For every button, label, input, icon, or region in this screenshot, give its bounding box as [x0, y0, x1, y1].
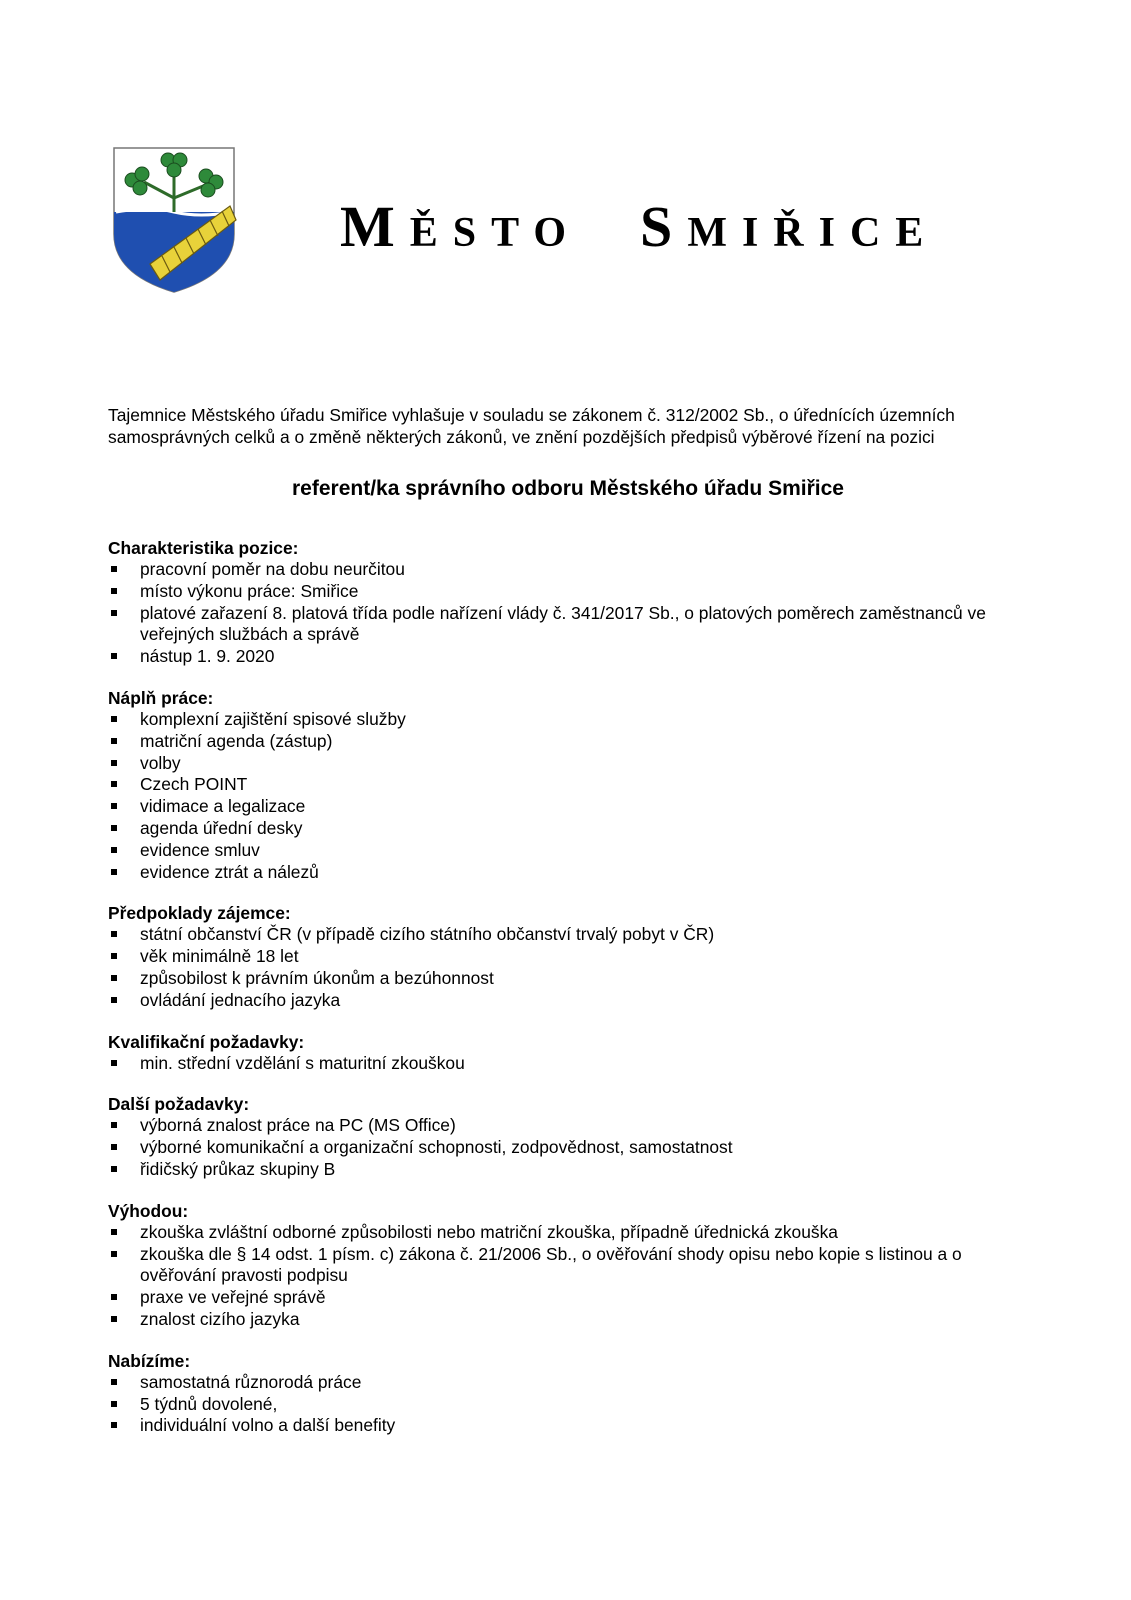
job-sections [108, 537, 1033, 1456]
list-item [108, 818, 1033, 840]
list-item [108, 581, 1033, 603]
list-item [108, 990, 1033, 1012]
section [108, 687, 1033, 883]
section-heading: Náplň práce: [108, 687, 214, 708]
town-title-second-initial: S [640, 194, 688, 259]
square-bullet-icon [111, 1316, 117, 1322]
list-item-text: evidence ztrát a nálezů [140, 861, 319, 882]
bullet-list [108, 709, 1033, 883]
list-item [108, 1222, 1033, 1244]
bullet-list [108, 924, 1033, 1011]
section-heading: Výhodou: [108, 1200, 189, 1221]
list-item [108, 646, 1033, 668]
list-item [108, 924, 1033, 946]
town-title [340, 194, 939, 259]
town-coat-of-arms-icon [110, 146, 238, 296]
square-bullet-icon [111, 781, 117, 787]
square-bullet-icon [111, 1229, 117, 1235]
list-item-text: místo výkonu práce: Smiřice [140, 580, 359, 601]
list-item-text: matriční agenda (zástup) [140, 730, 333, 751]
list-item-text: evidence smluv [140, 839, 260, 860]
square-bullet-icon [111, 1166, 117, 1172]
list-item [108, 1394, 1033, 1416]
square-bullet-icon [111, 1379, 117, 1385]
list-item-text: výborná znalost práce na PC (MS Office) [140, 1115, 456, 1136]
list-item [108, 603, 1033, 647]
square-bullet-icon [111, 1422, 117, 1428]
square-bullet-icon [111, 953, 117, 959]
town-title-first-rest: ĚSTO [409, 210, 582, 256]
square-bullet-icon [111, 588, 117, 594]
list-item-text: řidičský průkaz skupiny B [140, 1158, 336, 1179]
bullet-list [108, 1053, 1033, 1075]
list-item-text: zkouška dle § 14 odst. 1 písm. c) zákona č. 21/2006 Sb., o ověřování shody opisu nebo kopie s listinou a o ověřování pravosti podpisu [140, 1243, 962, 1286]
list-item-text: individuální volno a další benefity [140, 1415, 396, 1436]
position-title: referent/ka správního odboru Městského úřadu Smiřice [292, 477, 844, 500]
list-item-text: ovládání jednacího jazyka [140, 989, 341, 1010]
square-bullet-icon [111, 1251, 117, 1257]
list-item [108, 709, 1033, 731]
square-bullet-icon [111, 1401, 117, 1407]
list-item-text: agenda úřední desky [140, 817, 303, 838]
list-item-text: platové zařazení 8. platová třída podle nařízení vlády č. 341/2017 Sb., o platových poměrech zaměstnanců ve veřejných službách a správě [140, 602, 986, 645]
square-bullet-icon [111, 869, 117, 875]
square-bullet-icon [111, 1122, 117, 1128]
list-item [108, 1415, 1033, 1437]
square-bullet-icon [111, 931, 117, 937]
intro-paragraph: Tajemnice Městského úřadu Smiřice vyhlašuje v souladu se zákonem č. 312/2002 Sb., o úřednících územních samosprávných celků a o změně některých zákonů, ve znění pozdějších předpisů výběrové řízení na pozici [108, 405, 955, 447]
section-heading: Nabízíme: [108, 1350, 191, 1371]
section-heading: Předpoklady zájemce: [108, 903, 291, 924]
square-bullet-icon [111, 760, 117, 766]
square-bullet-icon [111, 847, 117, 853]
list-item-text: věk minimálně 18 let [140, 946, 299, 967]
square-bullet-icon [111, 566, 117, 572]
square-bullet-icon [111, 610, 117, 616]
square-bullet-icon [111, 1060, 117, 1066]
square-bullet-icon [111, 803, 117, 809]
list-item [108, 1309, 1033, 1331]
list-item-text: volby [140, 752, 181, 773]
list-item [108, 1053, 1033, 1075]
square-bullet-icon [111, 975, 117, 981]
list-item [108, 946, 1033, 968]
square-bullet-icon [111, 653, 117, 659]
list-item [108, 1115, 1033, 1137]
section [108, 1350, 1033, 1437]
list-item [108, 1159, 1033, 1181]
list-item-text: vidimace a legalizace [140, 796, 306, 817]
list-item [108, 559, 1033, 581]
town-title-second-rest: MIŘICE [687, 210, 939, 256]
list-item-text: 5 týdnů dovolené, [140, 1393, 278, 1414]
square-bullet-icon [111, 738, 117, 744]
list-item-text: pracovní poměr na dobu neurčitou [140, 559, 405, 579]
bullet-list [108, 1222, 1033, 1331]
list-item [108, 840, 1033, 862]
section [108, 1031, 1033, 1075]
document-header [110, 146, 1030, 296]
section [108, 1093, 1033, 1180]
section [108, 902, 1033, 1011]
list-item [108, 753, 1033, 775]
square-bullet-icon [111, 997, 117, 1003]
list-item-text: min. střední vzdělání s maturitní zkouškou [140, 1052, 465, 1073]
bullet-list [108, 1372, 1033, 1437]
list-item-text: státní občanství ČR (v případě cizího státního občanství trvalý pobyt v ČR) [140, 924, 715, 945]
list-item-text: výborné komunikační a organizační schopnosti, zodpovědnost, samostatnost [140, 1137, 733, 1158]
list-item [108, 968, 1033, 990]
list-item-text: samostatná různorodá práce [140, 1371, 362, 1392]
list-item [108, 1244, 1033, 1288]
list-item-text: nástup 1. 9. 2020 [140, 646, 275, 667]
list-item [108, 1372, 1033, 1394]
bullet-list [108, 1115, 1033, 1180]
town-title-first-initial: M [340, 194, 410, 259]
square-bullet-icon [111, 716, 117, 722]
bullet-list [108, 559, 1033, 668]
list-item [108, 774, 1033, 796]
list-item [108, 1137, 1033, 1159]
square-bullet-icon [111, 1144, 117, 1150]
list-item [108, 1287, 1033, 1309]
list-item-text: zkouška zvláštní odborné způsobilosti nebo matriční zkouška, případně úřednická zkouška [140, 1221, 838, 1242]
section-heading: Kvalifikační požadavky: [108, 1031, 305, 1052]
list-item [108, 862, 1033, 884]
list-item [108, 731, 1033, 753]
square-bullet-icon [111, 825, 117, 831]
section [108, 1200, 1033, 1331]
list-item [108, 796, 1033, 818]
list-item-text: znalost cizího jazyka [140, 1308, 300, 1329]
section-heading: Další požadavky: [108, 1094, 250, 1115]
section-heading: Charakteristika pozice: [108, 538, 299, 558]
section [108, 537, 1033, 668]
list-item-text: způsobilost k právním úkonům a bezúhonnost [140, 967, 494, 988]
list-item-text: praxe ve veřejné správě [140, 1287, 326, 1308]
list-item-text: Czech POINT [140, 774, 248, 795]
list-item-text: komplexní zajištění spisové služby [140, 708, 406, 729]
square-bullet-icon [111, 1294, 117, 1300]
